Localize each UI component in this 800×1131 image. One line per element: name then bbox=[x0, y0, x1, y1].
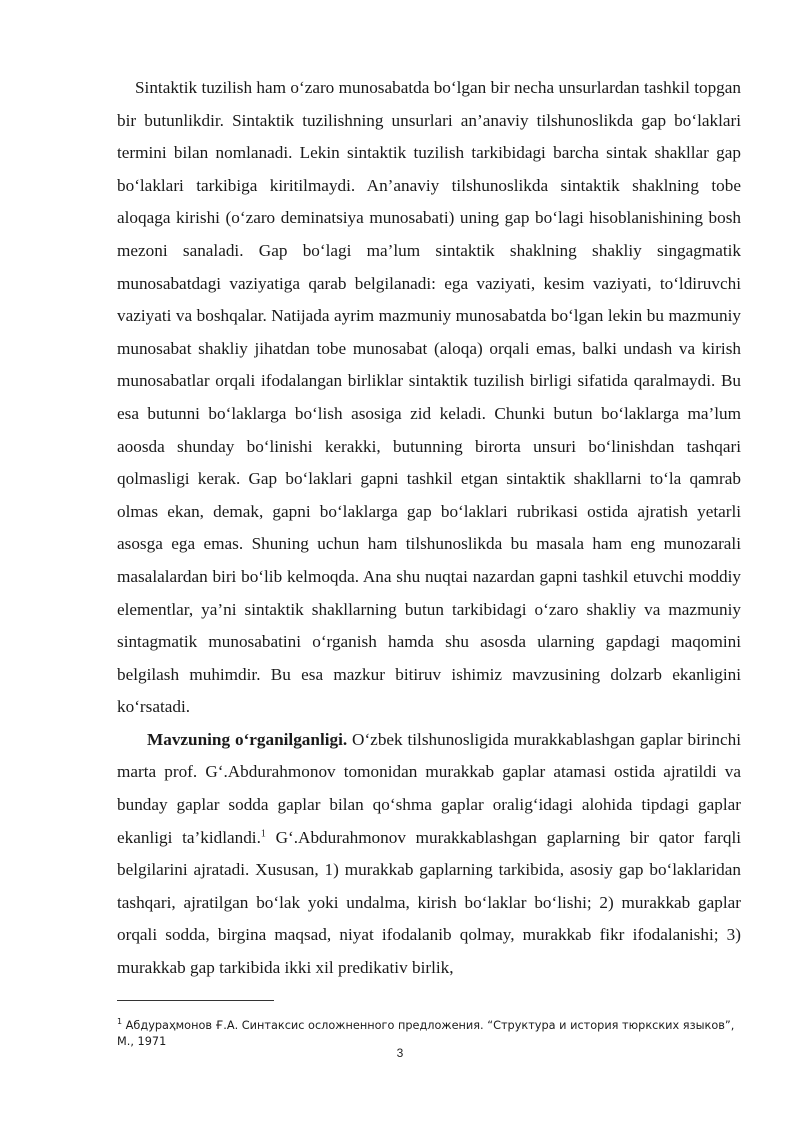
footnote-reference[interactable]: 1 bbox=[260, 827, 266, 839]
page-number: 3 bbox=[396, 1046, 404, 1060]
body-text bbox=[117, 72, 741, 985]
footnote-marker: 1 bbox=[117, 1017, 123, 1027]
paragraph-1: Sintaktik tuzilish ham o‘zaro munosabatda bo‘lgan bir necha unsurlardan tashkil topgan bir butunlikdir. Sintaktik tuzilishning unsurlari an’anaviy tilshunoslikda gap bo‘laklari termini bilan nomlanadi. Lekin sintaktik tuzilish tarkibidagi barcha sintak shakllar gap bo‘laklari tarkibiga kiritilmaydi. An’anaviy tilshunoslikda sintaktik shaklning tobe aloqaga kirishi (o‘zaro deminatsiya munosabati) uning gap bo‘lagi hisoblanishining bosh mezoni sanaladi. Gap bo‘lagi ma’lum sintaktik shaklning shakliy singagmatik munosabatdagi vaziyatiga qarab belgilanadi: ega vaziyati, kesim vaziyati, to‘ldiruvchi vaziyati va boshqalar. Natijada ayrim mazmuniy munosabatda bo‘lgan lekin bu mazmuniy munosabat shakliy jihatdan tobe munosabat (aloqa) orqali emas, balki undash va kirish munosabatlar orqali ifodalangan birliklar sintaktik tuzilish birligi sifatida qaralmaydi. Bu esa butunni bo‘laklarga bo‘lish asosiga zid keladi. Chunki butun bo‘laklarga ma’lum aoosda shunday bo‘linishi kerakki, butunning birorta unsuri bo‘linishdan tashqari qolmasligi kerak. Gap bo‘laklari gapni tashkil etgan sintaktik shakllarni to‘la qamrab olmas ekan, demak, gapni bo‘laklarga gap bo‘laklari rubrikasi ostida ajratish yetarli asosga ega emas. Shuning uchun ham tilshunoslikda bu masala ham eng munozarali masalalardan biri bo‘lib kelmoqda. Ana shu nuqtai nazardan gapni tashkil etuvchi moddiy elementlar, ya’ni sintaktik shakllarning butun tarkibidagi o‘zaro shakliy va mazmuniy sintagmatik munosabatini o‘rganish hamda shu asosda ularning gapdagi maqomini belgilash muhimdir. Bu esa mazkur bitiruv ishimiz mavzusining dolzarb ekanligini ko‘rsatadi. bbox=[117, 78, 741, 717]
footnote-separator bbox=[117, 1000, 274, 1001]
section-heading: Mavzuning o‘rganilganligi. bbox=[147, 729, 348, 749]
paragraph-2-text-a: O‘zbek tilshunosligida murakkablashgan gaplar birinchi marta prof. G‘.Abdurahmonov tomonidan murakkab gaplar atamasi ostida ajratildi va bunday gaplar sodda gaplar bilan qo‘shma gaplar oralig‘idagi alohida tipdagi gaplar ekanligi ta’kidlandi. bbox=[117, 729, 741, 847]
paragraph-2-text-b: G‘.Abdurahmonov murakkablashgan gaplarning bir qator farqli belgilarini ajratadi. Xususan, 1) murakkab gaplarning tarkibida, asosiy gap bo‘laklaridan tashqari, ajratilgan bo‘lak yoki undalma, kirish bo‘laklar bo‘lishi; 2) murakkab gaplar orqali sodda, birgina maqsad, niyat ifodalanib qolmay, murakkab fikr ifodalanishi; 3) murakkab gap tarkibida ikki xil predikativ birlik, bbox=[117, 827, 742, 978]
paragraph-2 bbox=[117, 724, 741, 985]
footnote-text: Абдураҳмонов Ғ.А. Синтаксис осложненного предложения. “Структура и история тюркских языков”, М., 1971 bbox=[117, 1019, 735, 1048]
